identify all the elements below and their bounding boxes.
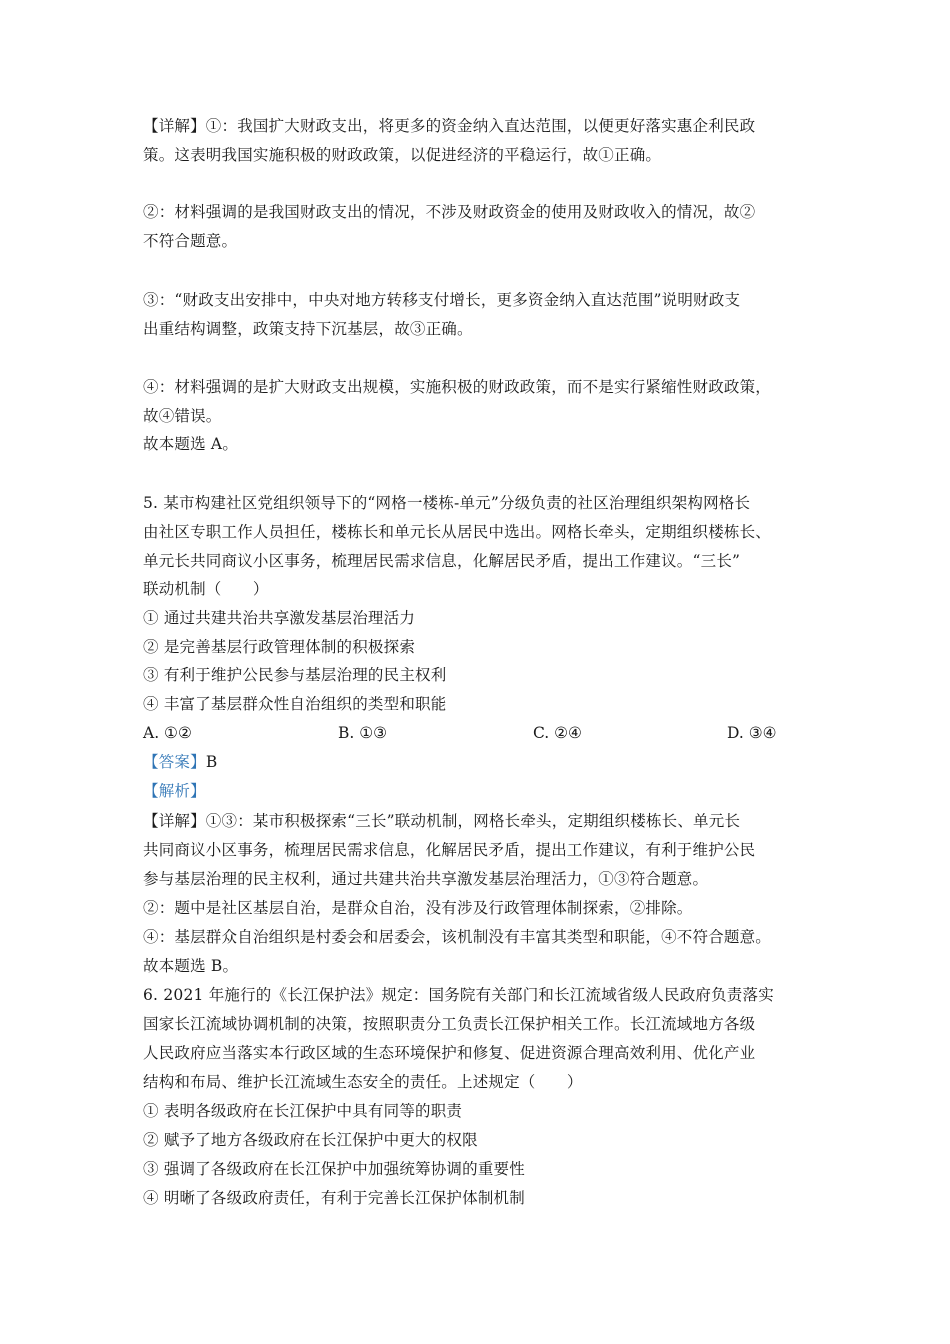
analysis-label: 【解析】: [143, 782, 206, 800]
q5-option-a: A. ①②: [143, 724, 192, 742]
q6-stem-line: 国家长江流域协调机制的决策，按照职责分工负责长江保护相关工作。长江流域地方各级: [143, 1015, 756, 1033]
q5-answer: [143, 752, 823, 772]
q6-statement-3: ③ 强调了各级政府在长江保护中加强统筹协调的重要性: [143, 1160, 525, 1178]
q4-conclusion: 故本题选 A。: [143, 435, 239, 453]
q4-explanation-line: 【详解】①：我国扩大财政支出，将更多的资金纳入直达范围，以便更好落实惠企利民政: [143, 117, 756, 135]
q5-stem-line: 单元长共同商议小区事务，梳理居民需求信息，化解居民矛盾，提出工作建议。“三长”: [143, 552, 741, 570]
q5-stem-line: 联动机制（ ）: [143, 580, 269, 598]
q5-detail-line: ④：基层群众自治组织是村委会和居委会，该机制没有丰富其类型和职能，④不符合题意。: [143, 928, 772, 946]
q6-statement-1: ① 表明各级政府在长江保护中具有同等的职责: [143, 1102, 463, 1120]
answer-label: 【答案】: [143, 753, 206, 771]
q5-stem-line: 5. 某市构建社区党组织领导下的“网格一楼栋-单元”分级负责的社区治理组织架构网格长: [143, 494, 751, 512]
q4-explanation-line: ②：材料强调的是我国财政支出的情况，不涉及财政资金的使用及财政收入的情况，故②: [143, 203, 756, 221]
q5-statement-1: ① 通过共建共治共享激发基层治理活力: [143, 609, 416, 627]
q5-stem-line: 由社区专职工作人员担任，楼栋长和单元长从居民中选出。网格长牵头，定期组织楼栋长、: [143, 523, 772, 541]
q5-detail-line: ②：题中是社区基层自治，是群众自治，没有涉及行政管理体制探索，②排除。: [143, 899, 693, 917]
q5-option-d: D. ③④: [727, 724, 777, 742]
q5-option-c: C. ②④: [533, 724, 582, 742]
answer-value: B: [205, 753, 218, 771]
q5-statement-2: ② 是完善基层行政管理体制的积极探索: [143, 638, 416, 656]
q4-explanation-line: ④：材料强调的是扩大财政支出规模，实施积极的财政政策，而不是实行紧缩性财政政策，: [143, 378, 772, 396]
q4-explanation-line: ③：“财政支出安排中，中央对地方转移支付增长，更多资金纳入直达范围”说明财政支: [143, 291, 741, 309]
q6-stem-line: 人民政府应当落实本行政区域的生态环境保护和修复、促进资源合理高效利用、优化产业: [143, 1044, 756, 1062]
q6-stem-line: 结构和布局、维护长江流域生态安全的责任。上述规定（ ）: [143, 1073, 583, 1091]
q4-explanation-line: 不符合题意。: [143, 232, 238, 250]
q5-option-b: B. ①③: [338, 724, 388, 742]
q5-detail-line: 共同商议小区事务，梳理居民需求信息，化解居民矛盾，提出工作建议，有利于维护公民: [143, 841, 756, 859]
q6-stem-line: 6. 2021 年施行的《长江保护法》规定：国务院有关部门和长江流域省级人民政府负责落实: [143, 986, 774, 1004]
q4-explanation-line: 故④错误。: [143, 407, 222, 425]
q6-statement-4: ④ 明晰了各级政府责任，有利于完善长江保护体制机制: [143, 1189, 525, 1207]
q5-statement-3: ③ 有利于维护公民参与基层治理的民主权利: [143, 666, 447, 684]
q4-explanation-line: 出重结构调整，政策支持下沉基层，故③正确。: [143, 320, 473, 338]
q5-statement-4: ④ 丰富了基层群众性自治组织的类型和职能: [143, 695, 447, 713]
q4-explanation-line: 策。这表明我国实施积极的财政政策，以促进经济的平稳运行，故①正确。: [143, 146, 662, 164]
q5-detail-line: 【详解】①③：某市积极探索“三长”联动机制，网格长牵头，定期组织楼栋长、单元长: [143, 812, 741, 830]
q6-statement-2: ② 赋予了地方各级政府在长江保护中更大的权限: [143, 1131, 478, 1149]
q5-conclusion: 故本题选 B。: [143, 957, 239, 975]
q5-detail-line: 参与基层治理的民主权利，通过共建共治共享激发基层治理活力，①③符合题意。: [143, 870, 709, 888]
